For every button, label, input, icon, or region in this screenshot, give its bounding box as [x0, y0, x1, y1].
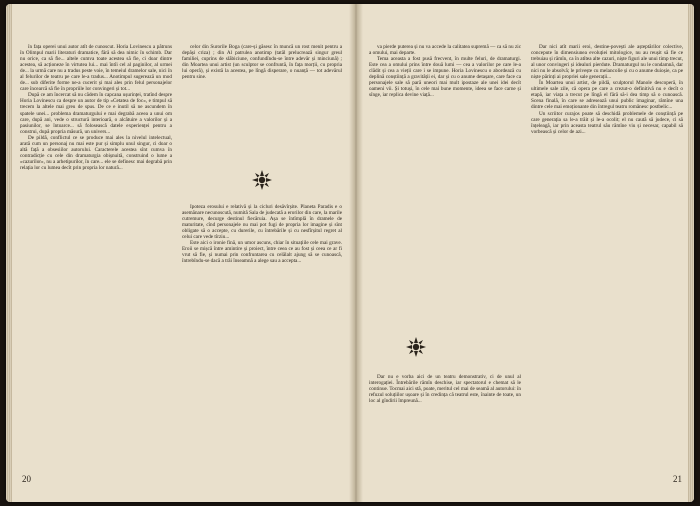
paragraph: Tema aceasta a fost pusă frecvent, în multe feluri, de dramaturgi. Este cea a omului prins între două lumi — cea a valorilor pe care le-a clădit și cea a vieții care i se impune. Horia Lovinescu o abordează cu deplină conștiință a gravității ei, dar și cu o anume detașare, care face ca personajele sale să pară uneori mai mult ipostaze ale unei idei decît oameni vii. Și totuși, în cele mai bune momente, ideea se face carne și sînge, iar replica devine viață...: [369, 56, 521, 99]
paragraph: Dar nu e vorba aici de un teatru demonstrativ, ci de unul al interogației. Întrebările rămîn deschise, iar spectatorul e chemat să le continue. Tocmai aici stă, poate, meritul cel mai de seamă al autorului: în refuzul soluțiilor ușoare și în credința că teatrul este, înainte de toate, un loc al gîndirii împreună...: [369, 374, 521, 405]
book-spread: [6, 4, 694, 502]
left-page-column-2-top: [182, 44, 342, 164]
paragraph: celor din Surorile Boga (care-și găsesc în muncă un rost menit pentru a depăși criza) ; din Al patrulea anotimp (tatăl prelucrează singur greul familiei, cuprins de slăbiciune, confundîndu-se între adevăr și minciună) ; din Moartea unui artist (un sculptor se confruntă, în fața morții, cu propria lui operă), și există la acestea, pe lîngă disperare, o nuanță — tot adevărul pentru sine.: [182, 44, 342, 81]
sun-ornament-icon: [251, 169, 273, 191]
right-page: [363, 4, 694, 502]
book-gutter: [349, 4, 363, 502]
paragraph: Ipoteza erosului e relativă și la cicluri desăvîrșite. Planeta Paradis e o asemănare necunoscută, numită Sala de judecată a erorilor din care, la marile cutremure, decurge destinul fiecăruia. Așa se întîmplă în dramele de maturitate, cînd personajele nu mai pot fugi de propria lor imagine și sînt obligate să o accepte, cu durerile, cu întrebările și cu nesfîrșitul regret al celui care vede tîrziu...: [182, 204, 342, 241]
paragraph: în fața operei unui autor atît de cunoscut. Horia Lovinescu a pătruns în Olimpul marii literaturi dramatice, fără să dea nimic în schimb. Dar nu orice, ca să fie... altele cumva toate acestea să fie, ci doar dintre acestea, să acționeze în virtutea lui... mai întîi cel al paginilor, al urmei de... la urmă care nu a tradus peste voie, în temeiul dramelor sale, nici în al felurilor de teatru pe care le-a tradus... Anotimpul sugerează un mod de... sub diferite forme ne-a cucerit și mai ales prin felul personajelor care încearcă să fie în propriile lor convingeri și tot...: [20, 44, 172, 93]
page-number-right: 21: [673, 474, 682, 484]
paragraph: va pierde puterea și nu va accede la calitatea supremă — ca să nu zic a omului, mai departe.: [369, 44, 521, 57]
paragraph: După ce am încercat să nu cădem în capcana ușurinței, tratînd despre Horia Lovinescu ca despre un autor de tip «Cetatea de foc», e timpul să trecem la altele mai greu de spus. De ce e inutil să ne ascundem în spatele unei... problema dramaturgului e mai degrabă aceea a unui om care, după ani, vede o structură interioară, o alcătuire a valorilor și a pasiunilor, se întoarce... să folosească datele experienței pentru a construi, după propria măsură, un univers...: [20, 92, 172, 135]
right-page-column-1-top: [369, 44, 521, 326]
left-page-column-2-bottom: [182, 204, 342, 456]
paragraph: În Moartea unui artist, de pildă, sculptorul Manole descoperă, în ultimele sale zile, că opera pe care a crezut-o definitivă nu e decît o etapă, iar viața a trecut pe lîngă el fără să-i dea timp să o cunoască. Scena finală, în care se adresează unui public imaginar, rămîne una dintre cele mai emoționante din întregul teatru românesc postbelic...: [531, 80, 683, 111]
left-page: [6, 4, 349, 502]
paragraph: De pildă, conflictul ce se produce mai ales la nivelul intelectual, arată cum un personaj nu mai este pur și simplu unul singur, ci doar o altă față a obsesiilor autorului. Caracterele acestea sînt cumva în contradicție cu cele din dramaturgia obișnuită, construind o lume a «cazurilor», nu a arhetipurilor, în care... ele se definesc mai degrabă prin relația lor cu lumea decît prin propria lor natură...: [20, 134, 172, 171]
paragraph: Dar nici atît marii eroi, destine-povești ale așteptărilor colective, concepute în dimensiunea evoluției mitologice, nu au reușit să fie ce trebuiau și rămîn, ca în atîtea alte cazuri, niște figuri ale unui timp trecut, al unor convingeri și idealuri pierdute. Dramaturgul nu le condamnă, dar nici nu le absolvă; le privește cu melancolie și cu o anume duioșie, ca pe niște părinți ai propriei sale generații...: [531, 44, 683, 81]
paragraph: Un scriitor curajos poate să deschidă problemele de conștiință pe care generația sa le-a trăit și le-a ocolit; el nu caută să judece, ci să înțeleagă, iar prin aceasta teatrul său rămîne viu și necesar, capabil să vorbească și celor de azi...: [531, 110, 683, 135]
paragraph: Este aici o ironie fină, un umor ascuns, chiar în situațiile cele mai grave. Eroii se mișcă între amintire și proiect, între ceea ce au fost și ceea ce ar fi vrut să fie, și numai prin confruntarea cu celălalt ajung să se cunoască, întrebîndu-se dacă a trăi înseamnă a alege sau a accepta...: [182, 240, 342, 265]
right-page-column-2: [531, 44, 683, 456]
left-page-column-1: [20, 44, 172, 456]
right-page-column-1-bottom: [369, 374, 521, 459]
page-number-left: 20: [22, 474, 31, 484]
sun-ornament-icon: [405, 336, 427, 358]
